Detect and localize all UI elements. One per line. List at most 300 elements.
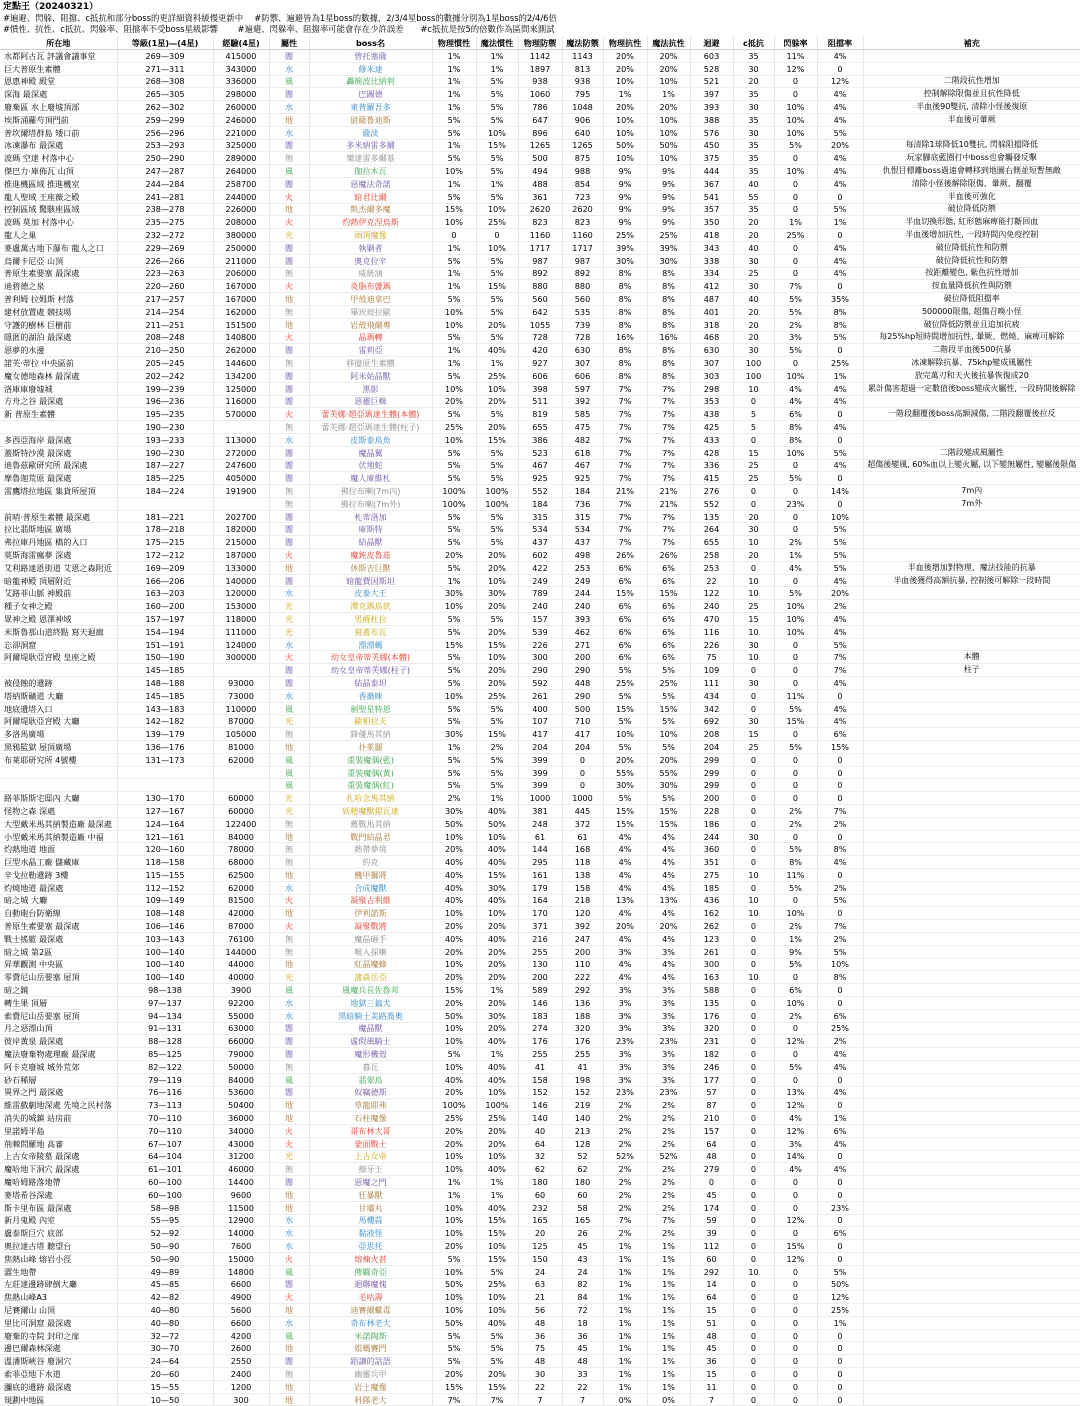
value-cell bbox=[213, 421, 269, 434]
value-cell: 10 bbox=[733, 651, 774, 664]
note-cell bbox=[863, 1304, 1080, 1317]
attribute-cell: 水 bbox=[269, 689, 309, 702]
value-cell: 244000 bbox=[213, 190, 269, 203]
value-cell: 401 bbox=[690, 305, 733, 318]
value-cell: 0 bbox=[817, 1176, 863, 1189]
boss-name-cell: 重裝魔偶(黃) bbox=[309, 766, 432, 779]
value-cell: 33 bbox=[562, 1368, 603, 1381]
value-cell: 100—140 bbox=[117, 971, 213, 984]
location-cell: 恩惠神殿 殿堂 bbox=[0, 75, 117, 88]
value-cell: 1% bbox=[432, 101, 476, 114]
value-cell: 498 bbox=[562, 549, 603, 562]
value-cell: 248 bbox=[518, 817, 562, 830]
value-cell: 1% bbox=[476, 50, 518, 63]
note-cell bbox=[863, 817, 1080, 830]
value-cell: 938 bbox=[562, 75, 603, 88]
attribute-cell: 闇 bbox=[269, 50, 309, 63]
boss-name-cell: 傳羈奇亞 bbox=[309, 1265, 432, 1278]
value-cell: 5% bbox=[774, 881, 817, 894]
location-cell: 月之惡漂山頂 bbox=[0, 1022, 117, 1035]
value-cell: 5% bbox=[476, 293, 518, 306]
value-cell: 405000 bbox=[213, 472, 269, 485]
table-row bbox=[0, 830, 1080, 843]
value-cell: 7 bbox=[562, 1393, 603, 1406]
table-row bbox=[0, 1240, 1080, 1253]
value-cell: 256—296 bbox=[117, 126, 213, 139]
value-cell: 20 bbox=[733, 216, 774, 229]
value-cell: 5% bbox=[476, 766, 518, 779]
value-cell: 35 bbox=[733, 88, 774, 101]
value-cell: 10% bbox=[774, 113, 817, 126]
value-cell: 819 bbox=[518, 408, 562, 421]
value-cell: 5% bbox=[476, 702, 518, 715]
location-cell: 阿爾堤耿亞宮殿 大廳 bbox=[0, 715, 117, 728]
value-cell: 130—170 bbox=[117, 792, 213, 805]
value-cell: 56 bbox=[518, 1304, 562, 1317]
value-cell: 25% bbox=[476, 689, 518, 702]
value-cell: 112—152 bbox=[117, 881, 213, 894]
location-cell: 阿卡克廢城 城外荒郊 bbox=[0, 1060, 117, 1073]
value-cell: 925 bbox=[518, 472, 562, 485]
value-cell: 45—85 bbox=[117, 1278, 213, 1291]
boss-name-cell: 草龍耶弗 bbox=[309, 1099, 432, 1112]
value-cell: 10 bbox=[733, 907, 774, 920]
note-cell bbox=[863, 1048, 1080, 1061]
value-cell: 8% bbox=[774, 433, 817, 446]
value-cell: 1% bbox=[647, 1355, 690, 1368]
note-cell: 二階段變成風屬性 bbox=[863, 446, 1080, 459]
table-row bbox=[0, 843, 1080, 856]
value-cell: 162 bbox=[690, 907, 733, 920]
attribute-cell: 光 bbox=[269, 1150, 309, 1163]
value-cell: 5% bbox=[817, 549, 863, 562]
value-cell: 190—230 bbox=[117, 446, 213, 459]
value-cell: 7% bbox=[603, 421, 647, 434]
table-row bbox=[0, 651, 1080, 664]
value-cell: 4200 bbox=[213, 1329, 269, 1342]
value-cell: 2% bbox=[647, 1188, 690, 1201]
location-cell: 焦熱山峰 熔岩小徑 bbox=[0, 1252, 117, 1265]
value-cell: 4% bbox=[647, 971, 690, 984]
value-cell: 336000 bbox=[213, 75, 269, 88]
value-cell: 4% bbox=[817, 267, 863, 280]
value-cell: 8% bbox=[647, 267, 690, 280]
value-cell: 182000 bbox=[213, 523, 269, 536]
value-cell: 0 bbox=[774, 152, 817, 165]
value-cell: 7% bbox=[432, 1393, 476, 1406]
value-cell: 4% bbox=[817, 702, 863, 715]
value-cell: 8% bbox=[774, 856, 817, 869]
boss-name-cell: 黑影 bbox=[309, 382, 432, 395]
value-cell: 10% bbox=[432, 433, 476, 446]
table-row bbox=[0, 1355, 1080, 1368]
value-cell: 892 bbox=[562, 267, 603, 280]
value-cell: 176 bbox=[562, 1035, 603, 1048]
note-cell: 破位降低阻擋率 bbox=[863, 293, 1080, 306]
value-cell: 12% bbox=[774, 1214, 817, 1227]
value-cell: 585 bbox=[562, 408, 603, 421]
value-cell: 0 bbox=[774, 1329, 817, 1342]
value-cell: 79000 bbox=[213, 1048, 269, 1061]
value-cell: 5% bbox=[476, 446, 518, 459]
value-cell: 10% bbox=[432, 1022, 476, 1035]
value-cell: 200 bbox=[690, 792, 733, 805]
value-cell: 15% bbox=[647, 805, 690, 818]
value-cell: 35 bbox=[733, 152, 774, 165]
value-cell: 9% bbox=[647, 165, 690, 178]
attribute-cell: 闇 bbox=[269, 1355, 309, 1368]
value-cell: 7% bbox=[774, 280, 817, 293]
value-cell: 0 bbox=[733, 1073, 774, 1086]
value-cell: 213 bbox=[562, 1124, 603, 1137]
value-cell: 300 bbox=[690, 958, 733, 971]
value-cell: 211—251 bbox=[117, 318, 213, 331]
boss-name-cell: 喉入探喇 bbox=[309, 945, 432, 958]
value-cell: 174 bbox=[690, 1201, 733, 1214]
col-header: 閃躲率 bbox=[774, 36, 817, 50]
value-cell: 5% bbox=[432, 126, 476, 139]
location-cell: 多西亞海岸 最深處 bbox=[0, 433, 117, 446]
value-cell: 3% bbox=[647, 1060, 690, 1073]
value-cell: 5% bbox=[774, 139, 817, 152]
value-cell: 10 bbox=[733, 971, 774, 984]
table-row bbox=[0, 510, 1080, 523]
boss-name-cell: 紅晶魔蜂 bbox=[309, 958, 432, 971]
table-row bbox=[0, 1368, 1080, 1381]
value-cell: 0 bbox=[817, 766, 863, 779]
attribute-cell: 闇 bbox=[269, 241, 309, 254]
table-row bbox=[0, 241, 1080, 254]
value-cell: 5% bbox=[476, 152, 518, 165]
value-cell: 728 bbox=[518, 331, 562, 344]
value-cell: 367 bbox=[690, 177, 733, 190]
value-cell: 165 bbox=[562, 1214, 603, 1227]
value-cell: 25% bbox=[647, 229, 690, 242]
table-row bbox=[0, 395, 1080, 408]
value-cell: 128 bbox=[562, 1137, 603, 1150]
value-cell: 6% bbox=[647, 625, 690, 638]
value-cell: 1% bbox=[476, 62, 518, 75]
location-cell: 昇華觀測 中央區 bbox=[0, 958, 117, 971]
value-cell: 0 bbox=[476, 229, 518, 242]
value-cell: 2% bbox=[774, 536, 817, 549]
value-cell: 375 bbox=[690, 152, 733, 165]
value-cell: 40% bbox=[432, 881, 476, 894]
value-cell: 3% bbox=[603, 1060, 647, 1073]
value-cell: 0 bbox=[817, 792, 863, 805]
value-cell: 232 bbox=[518, 1201, 562, 1214]
note-cell bbox=[863, 741, 1080, 754]
value-cell: 0 bbox=[774, 1201, 817, 1214]
value-cell: 381 bbox=[518, 805, 562, 818]
value-cell: 10% bbox=[432, 216, 476, 229]
value-cell: 4% bbox=[603, 869, 647, 882]
value-cell: 140000 bbox=[213, 574, 269, 587]
value-cell: 144000 bbox=[213, 945, 269, 958]
value-cell: 6% bbox=[647, 651, 690, 664]
value-cell: 10% bbox=[432, 165, 476, 178]
note-cell bbox=[863, 1086, 1080, 1099]
value-cell: 5% bbox=[432, 293, 476, 306]
value-cell: 4% bbox=[817, 613, 863, 626]
value-cell: 10% bbox=[432, 1150, 476, 1163]
value-cell: 158 bbox=[518, 1073, 562, 1086]
attribute-cell: 地 bbox=[269, 293, 309, 306]
table-row bbox=[0, 574, 1080, 587]
value-cell: 4% bbox=[603, 856, 647, 869]
attribute-cell: 闇 bbox=[269, 177, 309, 190]
value-cell: 1% bbox=[432, 357, 476, 370]
boss-name-cell: 上古女帝 bbox=[309, 1150, 432, 1163]
value-cell: 4% bbox=[817, 395, 863, 408]
boss-name-cell: 移億原生素體 bbox=[309, 357, 432, 370]
note-cell: 一階段翻覆後boss高額減傷, 二階段翻覆後拉反 bbox=[863, 408, 1080, 421]
value-cell: 204 bbox=[690, 741, 733, 754]
location-cell: 轉生果 頂層 bbox=[0, 996, 117, 1009]
attribute-cell: 闇 bbox=[269, 446, 309, 459]
boss-name-cell: 扎哈念馬其納 bbox=[309, 792, 432, 805]
location-cell: 魔哈地下洞穴 最深處 bbox=[0, 1163, 117, 1176]
value-cell: 76—116 bbox=[117, 1086, 213, 1099]
boss-name-cell: 魔晶翼 bbox=[309, 446, 432, 459]
value-cell: 164 bbox=[518, 894, 562, 907]
location-cell: 種子女神之殿 bbox=[0, 600, 117, 613]
value-cell: 5% bbox=[476, 408, 518, 421]
value-cell: 4% bbox=[774, 395, 817, 408]
value-cell: 0 bbox=[432, 229, 476, 242]
value-cell: 136 bbox=[562, 996, 603, 1009]
value-cell: 2% bbox=[817, 932, 863, 945]
value-cell: 50% bbox=[432, 1278, 476, 1291]
value-cell: 10% bbox=[476, 907, 518, 920]
location-cell: 索菲亞地下水道 bbox=[0, 1368, 117, 1381]
value-cell: 7% bbox=[647, 421, 690, 434]
value-cell: 165 bbox=[518, 1214, 562, 1227]
table-row bbox=[0, 433, 1080, 446]
table-row bbox=[0, 113, 1080, 126]
boss-name-cell: 料隊老大 bbox=[309, 1393, 432, 1406]
value-cell: 6600 bbox=[213, 1316, 269, 1329]
value-cell: 372 bbox=[562, 817, 603, 830]
value-cell: 1048 bbox=[562, 101, 603, 114]
value-cell: 64 bbox=[518, 1137, 562, 1150]
value-cell: 0 bbox=[774, 1316, 817, 1329]
value-cell: 138 bbox=[562, 869, 603, 882]
value-cell: 6% bbox=[603, 651, 647, 664]
value-cell: 8% bbox=[603, 280, 647, 293]
value-cell: 606 bbox=[518, 369, 562, 382]
value-cell: 135 bbox=[690, 996, 733, 1009]
attribute-cell: 水 bbox=[269, 101, 309, 114]
value-cell: 1% bbox=[476, 1188, 518, 1201]
table-row bbox=[0, 1380, 1080, 1393]
value-cell: 208—248 bbox=[117, 331, 213, 344]
value-cell: 4% bbox=[774, 382, 817, 395]
value-cell: 226000 bbox=[213, 203, 269, 216]
value-cell: 1% bbox=[603, 1240, 647, 1253]
value-cell: 5% bbox=[817, 331, 863, 344]
attribute-cell: 闇 bbox=[269, 677, 309, 690]
value-cell: 42—82 bbox=[117, 1291, 213, 1304]
value-cell: 1% bbox=[476, 792, 518, 805]
value-cell: 412 bbox=[690, 280, 733, 293]
col-header: 魔法防禦 bbox=[562, 36, 603, 50]
value-cell: 10% bbox=[432, 318, 476, 331]
value-cell: 20% bbox=[432, 395, 476, 408]
value-cell: 315 bbox=[518, 510, 562, 523]
location-cell: 廢棄區 水上廢墟頂部 bbox=[0, 101, 117, 114]
value-cell: 35 bbox=[733, 139, 774, 152]
table-row bbox=[0, 664, 1080, 677]
value-cell: 2620 bbox=[518, 203, 562, 216]
value-cell: 14% bbox=[817, 485, 863, 498]
value-cell: 48 bbox=[690, 1150, 733, 1163]
value-cell: 325000 bbox=[213, 139, 269, 152]
location-cell: 奧拉達古塔 聽望台 bbox=[0, 1240, 117, 1253]
table-row bbox=[0, 88, 1080, 101]
table-row bbox=[0, 101, 1080, 114]
value-cell: 0 bbox=[774, 894, 817, 907]
value-cell: 14% bbox=[774, 1150, 817, 1163]
value-cell: 200 bbox=[562, 945, 603, 958]
value-cell: 3% bbox=[647, 1048, 690, 1061]
value-cell: 85—125 bbox=[117, 1048, 213, 1061]
value-cell: 35 bbox=[733, 165, 774, 178]
value-cell: 60000 bbox=[213, 792, 269, 805]
value-cell: 247 bbox=[562, 932, 603, 945]
value-cell: 1200 bbox=[213, 1380, 269, 1393]
value-cell: 6% bbox=[774, 984, 817, 997]
value-cell: 10% bbox=[774, 600, 817, 613]
value-cell: 30 bbox=[733, 126, 774, 139]
value-cell: 15% bbox=[817, 741, 863, 754]
value-cell: 122400 bbox=[213, 817, 269, 830]
value-cell: 0 bbox=[562, 779, 603, 792]
value-cell: 5% bbox=[432, 472, 476, 485]
attribute-cell: 光 bbox=[269, 229, 309, 242]
table-row bbox=[0, 1304, 1080, 1317]
value-cell: 64—104 bbox=[117, 1150, 213, 1163]
value-cell: 1% bbox=[817, 1112, 863, 1125]
value-cell: 1% bbox=[603, 1329, 647, 1342]
value-cell: 523 bbox=[518, 446, 562, 459]
value-cell: 640 bbox=[562, 126, 603, 139]
value-cell: 20% bbox=[476, 549, 518, 562]
value-cell: 20 bbox=[733, 305, 774, 318]
table-row bbox=[0, 1278, 1080, 1291]
value-cell: 388 bbox=[690, 113, 733, 126]
note-cell bbox=[863, 1252, 1080, 1265]
value-cell: 20% bbox=[603, 753, 647, 766]
value-cell: 1% bbox=[603, 1278, 647, 1291]
value-cell: 61 bbox=[562, 830, 603, 843]
value-cell: 20% bbox=[476, 971, 518, 984]
value-cell: 8% bbox=[603, 318, 647, 331]
boss-name-cell: 伊利諾斯 bbox=[309, 907, 432, 920]
value-cell: 162000 bbox=[213, 305, 269, 318]
value-cell: 163—203 bbox=[117, 587, 213, 600]
value-cell: 10% bbox=[476, 1150, 518, 1163]
value-cell: 0 bbox=[774, 1368, 817, 1381]
value-cell: 100% bbox=[476, 497, 518, 510]
value-cell: 12% bbox=[774, 1252, 817, 1265]
value-cell: 145—185 bbox=[117, 689, 213, 702]
value-cell: 92200 bbox=[213, 996, 269, 1009]
note-cell: 每25%hp短時間增加抗性, 暈厥、燃燒、麻痺可解除 bbox=[863, 331, 1080, 344]
value-cell: 10—50 bbox=[117, 1393, 213, 1406]
value-cell: 168 bbox=[562, 843, 603, 856]
value-cell: 41 bbox=[562, 1060, 603, 1073]
location-cell bbox=[0, 664, 117, 677]
table-row bbox=[0, 1073, 1080, 1086]
value-cell: 112 bbox=[690, 1240, 733, 1253]
table-row bbox=[0, 766, 1080, 779]
value-cell: 196—236 bbox=[117, 395, 213, 408]
value-cell: 7% bbox=[603, 382, 647, 395]
value-cell: 0 bbox=[733, 1304, 774, 1317]
attribute-cell: 地 bbox=[269, 741, 309, 754]
value-cell: 5% bbox=[432, 152, 476, 165]
boss-name-cell: 皮斯泰鳥魚 bbox=[309, 433, 432, 446]
value-cell: 290 bbox=[562, 689, 603, 702]
value-cell: 157—197 bbox=[117, 613, 213, 626]
value-cell: 10% bbox=[603, 152, 647, 165]
value-cell: 153000 bbox=[213, 600, 269, 613]
boss-name-cell: 修米達 bbox=[309, 62, 432, 75]
value-cell: 10% bbox=[817, 510, 863, 523]
value-cell: 10 bbox=[733, 625, 774, 638]
note-cell bbox=[863, 1329, 1080, 1342]
value-cell: 0 bbox=[733, 702, 774, 715]
value-cell: 487 bbox=[690, 293, 733, 306]
boss-name-cell: 魔人庫維札 bbox=[309, 472, 432, 485]
value-cell: 0 bbox=[774, 1342, 817, 1355]
value-cell: 30 bbox=[733, 344, 774, 357]
value-cell: 4% bbox=[603, 830, 647, 843]
value-cell: 216 bbox=[518, 932, 562, 945]
value-cell: 5% bbox=[476, 190, 518, 203]
value-cell: 437 bbox=[562, 536, 603, 549]
value-cell: 7% bbox=[603, 1214, 647, 1227]
value-cell: 1% bbox=[432, 1176, 476, 1189]
value-cell: 2% bbox=[774, 1009, 817, 1022]
table-row bbox=[0, 549, 1080, 562]
location-cell: 黑鴉監獄 屋頂廣場 bbox=[0, 741, 117, 754]
value-cell: 560 bbox=[518, 293, 562, 306]
value-cell: 0 bbox=[733, 1176, 774, 1189]
value-cell: 58—98 bbox=[117, 1201, 213, 1214]
value-cell: 397 bbox=[690, 88, 733, 101]
value-cell: 10% bbox=[774, 101, 817, 114]
value-cell: 3% bbox=[603, 1022, 647, 1035]
boss-name-cell: 惡魔法奇諾 bbox=[309, 177, 432, 190]
value-cell: 20% bbox=[476, 421, 518, 434]
attribute-cell: 闇 bbox=[269, 1278, 309, 1291]
value-cell: 0 bbox=[817, 1073, 863, 1086]
value-cell: 10% bbox=[476, 830, 518, 843]
table-row bbox=[0, 715, 1080, 728]
value-cell: 10% bbox=[432, 958, 476, 971]
value-cell: 40 bbox=[733, 177, 774, 190]
value-cell: 20% bbox=[432, 971, 476, 984]
value-cell: 185 bbox=[690, 881, 733, 894]
value-cell: 15% bbox=[432, 638, 476, 651]
value-cell: 15% bbox=[603, 817, 647, 830]
location-cell bbox=[0, 779, 117, 792]
value-cell: 175—215 bbox=[117, 536, 213, 549]
value-cell: 1% bbox=[476, 357, 518, 370]
table-row bbox=[0, 1022, 1080, 1035]
